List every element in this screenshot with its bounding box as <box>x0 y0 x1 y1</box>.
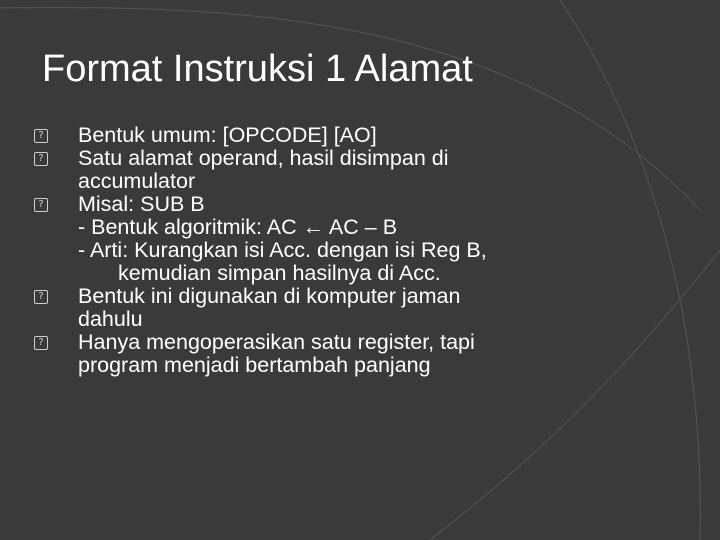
bullet-box-icon: ? <box>34 336 48 350</box>
bullet-subline: - Arti: Kurangkan isi Acc. dengan isi Reg B, <box>78 238 487 262</box>
bullet-box-icon: ? <box>34 198 48 212</box>
bullet-item-2 <box>38 146 686 193</box>
bullet-line: dahulu <box>78 307 143 331</box>
bullet-list <box>38 123 686 377</box>
bullet-item-3 <box>38 192 686 285</box>
bullet-line: Bentuk ini digunakan di komputer jaman <box>78 284 461 308</box>
bullet-line: accumulator <box>78 169 196 193</box>
bullet-line: Hanya mengoperasikan satu register, tapi <box>78 330 475 354</box>
bullet-box-icon: ? <box>34 129 48 143</box>
bullet-line: Misal: SUB B <box>78 192 205 216</box>
bullet-subline: - Bentuk algoritmik: AC ← AC – B <box>78 215 398 239</box>
slide-title: Format Instruksi 1 Alamat <box>42 48 473 90</box>
bullet-item-5 <box>38 330 686 377</box>
bullet-item-1 <box>38 123 686 147</box>
bullet-item-4 <box>38 284 686 331</box>
bullet-line: Satu alamat operand, hasil disimpan di <box>78 146 449 170</box>
bullet-line: program menjadi bertambah panjang <box>78 353 431 377</box>
bullet-box-icon: ? <box>34 290 48 304</box>
bullet-subline-continued: kemudian simpan hasilnya di Acc. <box>118 261 441 285</box>
bullet-box-icon: ? <box>34 152 48 166</box>
bullet-line: Bentuk umum: [OPCODE] [AO] <box>78 123 377 147</box>
